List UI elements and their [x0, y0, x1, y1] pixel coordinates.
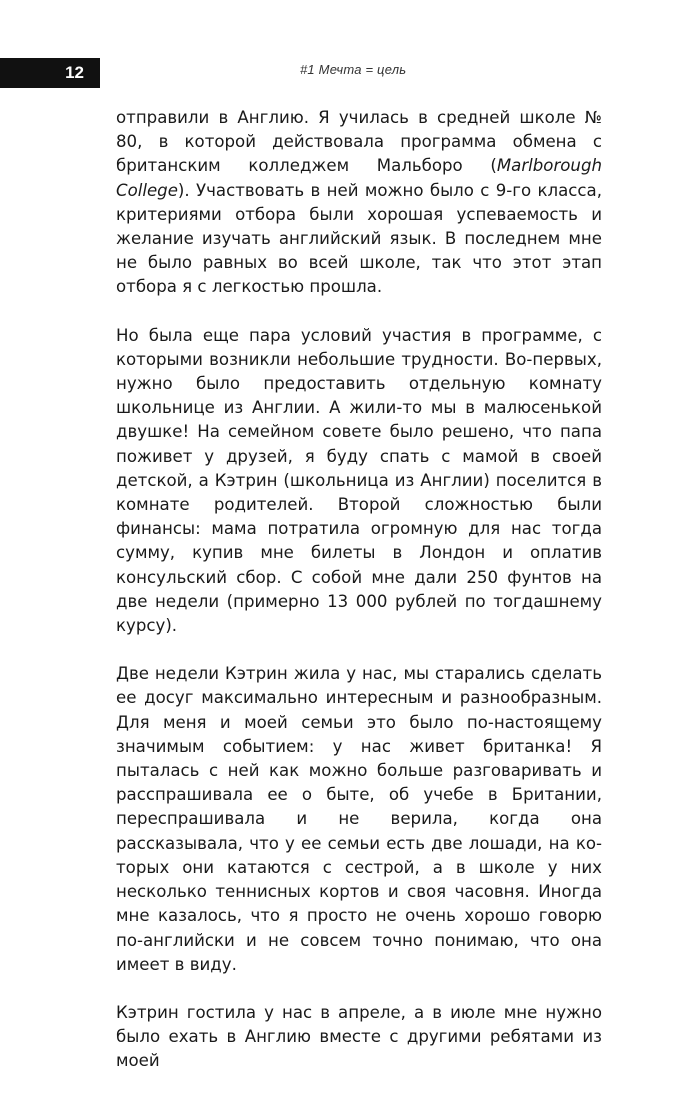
paragraph-3: Две недели Кэтрин жила у нас, мы старались сделать ее досуг максимально интересным и разнообразным. Для меня и моей семьи это было по-настоящему значимым событием: у нас живет британка! Я пыталась с ней как можно больше разговаривать и расспрашивала ее о быте, об учебе в Британии, переспрашивала и не верила, когда она рассказывала, что у ее семьи есть две лошади, на которых они катаются с сестрой, а в школе у них несколько теннисных кортов и своя часовня. Иногда мне казалось, что я просто не очень хорошо говорю по-английски и не совсем точно понимаю, что она имеет в виду. [116, 664, 602, 974]
body-text [116, 106, 602, 1098]
paragraph-1 [116, 106, 602, 300]
paragraph-4: Кэтрин гостила у нас в апреле, а в июле мне нужно было ехать в Англию вместе с другими ребятами из моей [116, 1002, 602, 1071]
paragraph-1-italic-term: Marlborough College [116, 156, 602, 200]
paragraph-1-text-a: отправили в Англию. Я училась в средней школе № 80, в которой действовала программа обмена с британским колледжем Мальборо ( [116, 108, 602, 176]
running-header: #1 Мечта = цель [300, 62, 407, 77]
paragraph-1-text-b: ). Участвовать в ней можно было с 9-го класса, критериями отбора были хорошая успеваемость и желание изучать английский язык. В последнем мне не было равных во всей школе, так что этот этап отбора я с легкостью прошла. [116, 180, 602, 297]
page-number: 12 [0, 58, 100, 88]
paragraph-2: Но была еще пара условий участия в программе, с которыми возникли небольшие трудности. Во-первых, нужно было предоставить отдельную комнату школьнице из Англии. А жили-то мы в малюсенькой двушке! На семейном совете было решено, что папа поживет у друзей, я буду спать с мамой в своей детской, а Кэтрин (школьница из Англии) поселится в комнате родителей. Второй сложностью были финансы: мама потратила огромную для нас тогда сумму, купив мне билеты в Лондон и оплатив консульский сбор. С собой мне дали 250 фунтов на две недели (примерно 13 000 рублей по тогдашнему курсу). [116, 325, 602, 636]
